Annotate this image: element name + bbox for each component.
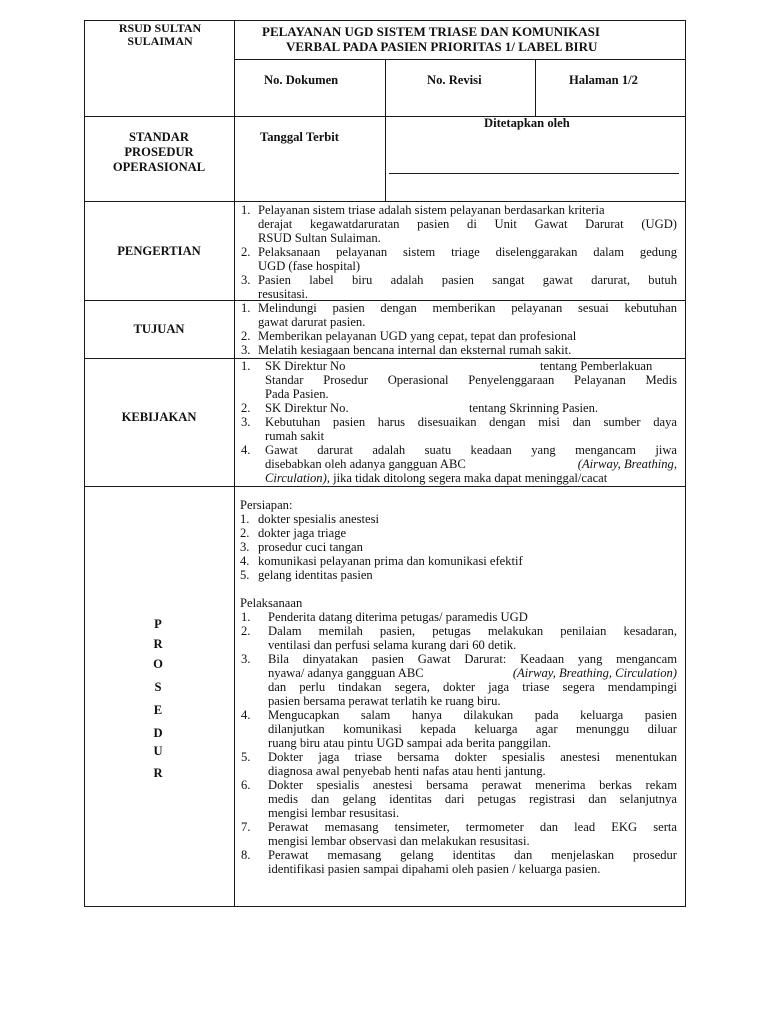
pengertian-num-1: 1. [241,203,251,217]
kebijakan-item-1-line2: Standar Prosedur Operasional Penyelenggaraan Pelayanan Medis [265,373,677,387]
sop-label-line2: PROSEDUR [124,145,194,159]
kebijakan-item-4-line2-text: disebabkan oleh adanya gangguan ABC [265,457,466,471]
kebijakan-item-4-line2 [265,457,677,471]
column-divider [234,20,235,907]
prosedur-label-char-4: S [154,680,162,694]
persiapan-num-3: 3. [240,540,250,554]
pengertian-num-2: 2. [241,245,251,259]
doc-meta-divider-2 [535,59,536,116]
kebijakan-item-1-b: tentang Pemberlakuan [540,359,653,373]
kebijakan-item-3-line2: rumah sakit [265,429,325,443]
pelaksanaan-item-6-line1: Dokter spesialis anestesi bersama perawat menerima berkas rekam [268,778,677,792]
pelaksanaan-item-4-line1: Mengucapkan salam hanya dilakukan pada keluarga pasien [268,708,677,722]
document-title-line1: PELAYANAN UGD SISTEM TRIASE DAN KOMUNIKASI [262,24,600,39]
pelaksanaan-item-2-line2: ventilasi dan perfusi selama kurang dari 60 detik. [268,638,517,652]
pengertian-label: PENGERTIAN [117,244,201,258]
pelaksanaan-item-5-line2: diagnosa awal penyebab henti nafas atau henti jantung. [268,764,546,778]
kebijakan-item-3-line1: Kebutuhan pasien harus disesuaikan dengan misi dan sumber daya [265,415,677,429]
kebijakan-item-1-line3: Pada Pasien. [265,387,329,401]
pelaksanaan-item-3-line2 [268,666,677,680]
row-divider-kebijakan [84,486,686,487]
kebijakan-num-1: 1. [241,359,251,373]
persiapan-title: Persiapan: [240,498,293,512]
prosedur-label-char-2: R [153,637,163,651]
pelaksanaan-item-3-line1: Bila dinyatakan pasien Gawat Darurat: Keadaan yang mengancam [268,652,677,666]
tujuan-num-1: 1. [241,301,251,315]
pelaksanaan-num-8: 8. [241,848,251,862]
persiapan-num-5: 5. [240,568,250,582]
pengertian-item-2-line1: Pelaksanaan pelayanan sistem triage diselenggarakan dalam gedung [258,245,677,259]
row-divider-sop [84,201,686,202]
pelaksanaan-num-6: 6. [241,778,251,792]
pelaksanaan-num-2: 2. [241,624,251,638]
row-divider-title [234,59,686,60]
prosedur-label-char-5: E [153,703,163,717]
tujuan-item-3-line1: Melatih kesiagaan bencana internal dan eksternal rumah sakit. [258,343,572,357]
signature-line [389,173,679,174]
pengertian-item-3-line2: resusitasi. [258,287,309,301]
prosedur-label-char-7: U [153,744,163,758]
kebijakan-item-1-a: SK Direktur No [265,359,346,373]
persiapan-num-2: 2. [240,526,250,540]
pelaksanaan-item-4-line2: dilanjutkan komunikasi kepada keluarga agar menunggu diluar [268,722,677,736]
pelaksanaan-item-3-line2-italic: (Airway, Breathing, Circulation) [512,666,677,680]
persiapan-num-4: 4. [240,554,250,568]
pelaksanaan-item-3-line4: pasien bersama perawat terlatih ke ruang biru. [268,694,501,708]
pelaksanaan-item-5-line1: Dokter jaga triase bersama dokter spesialis anestesi menentukan [268,750,677,764]
kebijakan-item-2-a: SK Direktur No. [265,401,349,415]
pelaksanaan-item-2-line1: Dalam memilah pasien, petugas melakukan penilaian kesadaran, [268,624,677,638]
persiapan-item-3: prosedur cuci tangan [258,540,363,554]
pelaksanaan-num-3: 3. [241,652,251,666]
hospital-name: RSUD SULTAN SULAIMAN [118,21,202,48]
kebijakan-label: KEBIJAKAN [121,410,197,424]
sop-label-line1: STANDAR [129,130,189,144]
ditetapkan-oleh-label: Ditetapkan oleh [484,116,570,130]
tanggal-terbit-label: Tanggal Terbit [260,130,339,144]
pelaksanaan-item-6-line2: medis dan gelang identitas dari petugas registrasi dan selanjutnya [268,792,677,806]
pelaksanaan-item-8-line1: Perawat memasang gelang identitas dan menjelaskan prosedur [268,848,677,862]
pelaksanaan-num-7: 7. [241,820,251,834]
pengertian-item-1-line2: derajat kegawatdaruratan pasien di Unit Gawat Darurat (UGD) [258,217,677,231]
document-title-line2: VERBAL PADA PASIEN PRIORITAS 1/ LABEL BIRU [286,39,598,54]
pengertian-item-3-line1: Pasien label biru adalah pasien sangat gawat darurat, butuh [258,273,677,287]
no-revisi-label: No. Revisi [427,73,482,87]
no-dokumen-label: No. Dokumen [264,73,339,87]
pengertian-item-2-line2: UGD (fase hospital) [258,259,361,273]
persiapan-item-2: dokter jaga triage [258,526,347,540]
pelaksanaan-num-1: 1. [241,610,251,624]
kebijakan-item-2-b: tentang Skrinning Pasien. [469,401,599,415]
pelaksanaan-item-3-line3: dan perlu tindakan segera, dokter jaga triase segera mendampingi [268,680,677,694]
tujuan-num-2: 2. [241,329,251,343]
persiapan-num-1: 1. [240,512,250,526]
kebijakan-item-4-line3-text: , jika tidak ditolong segera maka dapat meninggal/cacat [326,471,608,485]
pelaksanaan-item-7-line2: mengisi lembar observasi dan melakukan resusitasi. [268,834,530,848]
persiapan-item-5: gelang identitas pasien [258,568,373,582]
pelaksanaan-item-1: Penderita datang diterima petugas/ paramedis UGD [268,610,528,624]
tujuan-num-3: 3. [241,343,251,357]
pengertian-item-1-line1: Pelayanan sistem triase adalah sistem pelayanan berdasarkan kriteria [258,203,605,217]
pelaksanaan-title: Pelaksanaan [240,596,303,610]
pelaksanaan-item-7-line1: Perawat memasang tensimeter, termometer dan lead EKG serta [268,820,677,834]
persiapan-item-4: komunikasi pelayanan prima dan komunikasi efektif [258,554,523,568]
kebijakan-item-4-line1: Gawat darurat adalah suatu keadaan yang mengancam jiwa [265,443,677,457]
prosedur-label-char-3: O [153,657,163,671]
pelaksanaan-item-6-line3: mengisi lembar resusitasi. [268,806,400,820]
kebijakan-item-4-line2-italic: (Airway, Breathing, [577,457,677,471]
sop-label-line3: OPERASIONAL [112,160,206,174]
pelaksanaan-num-5: 5. [241,750,251,764]
pelaksanaan-item-4-line3: ruang biru atau pintu UGD sampai ada berita panggilan. [268,736,551,750]
kebijakan-item-4-line3 [265,471,607,485]
tujuan-item-2-line1: Memberikan pelayanan UGD yang cepat, tepat dan profesional [258,329,577,343]
halaman-label: Halaman 1/2 [569,73,638,87]
pengertian-num-3: 3. [241,273,251,287]
prosedur-label-char-6: D [153,726,163,740]
persiapan-item-1: dokter spesialis anestesi [258,512,380,526]
tujuan-label: TUJUAN [133,322,185,336]
kebijakan-num-2: 2. [241,401,251,415]
prosedur-label-char-8: R [153,766,163,780]
kebijakan-num-3: 3. [241,415,251,429]
pelaksanaan-num-4: 4. [241,708,251,722]
kebijakan-num-4: 4. [241,443,251,457]
pengertian-item-1-line3: RSUD Sultan Sulaiman. [258,231,381,245]
tujuan-item-1-line2: gawat darurat pasien. [258,315,366,329]
kebijakan-item-4-line3-italic: Circulation) [265,471,327,485]
tujuan-item-1-line1: Melindungi pasien dengan memberikan pelayanan sesuai kebutuhan [258,301,677,315]
prosedur-label-char-1: P [154,617,162,631]
doc-meta-divider-1 [385,59,386,201]
pelaksanaan-item-8-line2: identifikasi pasien sampai dipahami oleh pasien / keluarga pasien. [268,862,601,876]
pelaksanaan-item-3-line2-text: nyawa/ adanya gangguan ABC [268,666,424,680]
